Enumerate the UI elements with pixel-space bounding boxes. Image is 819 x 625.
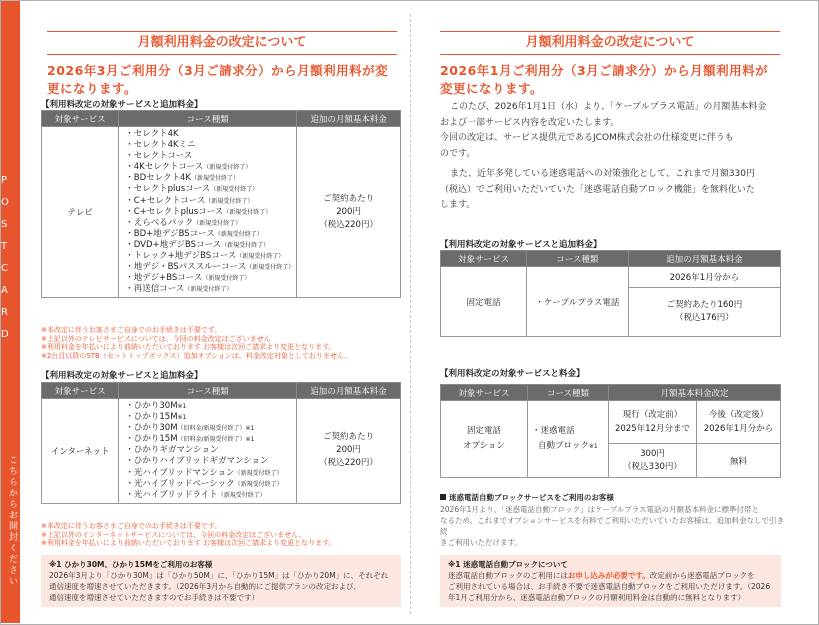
price-cell [628,288,780,337]
course-name: ・光ハイブリッドベーシック [125,478,235,489]
course-name: ・DVD+地デジBSコース [125,239,222,250]
price-line: （税込176円） [674,313,734,323]
postcard-letter: A [1,285,23,296]
course-item [125,445,296,456]
right-title: 月額利用料金の改定について [440,31,780,55]
course-item [125,456,296,467]
course-note: （新規受付終了） [223,208,272,216]
new-header-cell [697,401,781,444]
course-name: ・地デジ+BSコース [125,273,203,284]
info-line: 通信速度を増速させていただきます。（2026年3月から自動的にご提供プランの改定および、 [49,582,361,591]
info-line: 年1月ご利用分から、迷惑電話自動ブロックの月額利用料金は自動的に無料となります） [448,593,746,602]
table-header: 対象サービス [441,385,528,401]
price-cell [297,127,401,298]
course-name: ・ひかり15M [125,434,178,445]
table-header: コース種類 [526,251,628,267]
course-name: ・BDセレクト4K [125,173,191,184]
postcard-letter: P [1,175,23,186]
course-name: ・セレクトコース [125,151,193,162]
price-cell [297,399,401,504]
note-line: ※利用料金を年払いにより前納いただいております お客様は次回ご請求より変更となります。 [41,343,336,352]
price-line: ご契約あたり [323,193,375,204]
course-item [125,162,296,173]
tv-fee-table [41,110,401,298]
course-item [125,218,296,229]
course-item [125,262,296,273]
postcard-letter: T [1,241,23,252]
course-name: ・光ハイブリッドマンション [125,467,235,478]
course-note: （新規受付終了） [246,264,295,272]
course-name: ・えらべるパック [125,217,194,228]
current-header-cell [609,401,697,444]
table-header: 対象サービス [42,383,119,399]
course-note: （新規受付終了） [190,175,239,183]
course-note: （新規受付終了） [203,164,252,172]
course-line: ・迷惑電話 [532,426,575,436]
course-name: ・ひかりギガマンション [125,445,219,456]
course-item [125,273,296,284]
table-header: 追加の月額基本料金 [297,383,401,399]
info-box-title: ※1 迷惑電話自動ブロックについて [448,560,568,569]
course-item [125,151,296,162]
paragraph-line: また、近年多発している迷惑電話への対策強化として、これまで月額330円 [450,169,756,179]
course-name: ・BD+地デジBSコース [125,228,215,239]
current-line: 現行（改定前） [622,410,683,420]
note-line: ※上記以外のテレビサービスについては、今回の料金改定はございません [41,334,271,343]
course-name: ・トレック+地デジBSコース [125,251,237,262]
intro-paragraph [440,100,785,162]
course-cell: ・ケーブルプラス電話 [526,267,628,337]
table-header: コース種類 [528,385,609,401]
course-note: （新規受付終了） [236,253,285,261]
left-lead: 2026年3月ご利用分（3月ご請求分）から月額利用料が変更になります。 [47,63,389,96]
phone-fee-table [440,250,781,337]
block-paragraph [440,167,785,214]
course-name: ・ひかりハイブリッドギガマンション [125,456,269,467]
square-bullet-icon [440,494,446,500]
service-cell [441,401,528,478]
paragraph-line: および一部サービス内容を改定いたします。 [440,117,620,128]
course-item [125,184,296,195]
info-line [448,570,773,581]
tv-course-list [119,127,297,298]
postcard-letter: S [1,219,23,230]
service-cell: インターネット [42,399,119,504]
phone-section-heading: 【利用料改定の対象サービスと追加料金】 [440,240,602,250]
info-box-title: ※1 ひかり30M、ひかり15Mをご利用のお客様 [49,560,213,569]
table-header: 追加の月額基本料金 [297,111,401,127]
course-item [125,434,296,445]
table-header: 対象サービス [42,111,119,127]
postcard-label [1,170,24,346]
net-notes [41,522,401,548]
note-line: なるため、これまでオプションサービスを有料でご利用いただいていたお客様は、追加料金なしで引き続 [440,516,785,536]
course-item [125,207,296,218]
course-note: （新規受付終了） [217,491,266,499]
block-note-title [440,492,614,503]
date-cell: 2026年1月分から [628,267,780,288]
info-line: 通信速度を増速させていただきますのでお手続きは不要です） [49,593,259,602]
net-course-list [119,399,297,504]
course-name: ・セレクトplusコース [125,184,211,195]
course-note: （新規受付終了） [234,480,283,488]
note-line: ※本改定に伴うお客さまご自身でのお手続きは不要です。 [41,326,222,334]
current-price-cell [609,444,697,478]
option-fee-table [440,384,781,478]
price-line: （税込220円） [319,219,378,230]
info-line: 2026年3月より「ひかり30M」は「ひかり50M」に、「ひかり15M」は「ひかり20M」に、それぞれ [49,571,389,580]
spine-open-note: こちらからお開封ください [7,455,17,587]
postcard-letter: R [1,307,23,318]
table-header: 対象サービス [441,251,527,267]
course-note: （旧料金/新規受付終了）※1 [177,436,255,444]
course-name: ・光ハイブリッドライト [125,489,218,500]
info-text: 改定前から迷惑電話ブロックを [649,571,755,580]
new-price-cell: 無料 [697,444,781,478]
course-note: （新規受付終了） [193,219,242,227]
course-name: ・ひかり15M [125,412,178,423]
course-note: ※1 [177,414,187,422]
net-fee-table [41,382,401,504]
course-item [125,490,296,501]
course-name: ・ひかり30M [125,423,178,434]
info-line: ご利用されている場合は、お手続き不要で迷惑電話自動ブロックをご利用いただけます。（2026 [448,582,771,591]
course-name: ・セレクト4K [125,129,179,139]
course-item [125,251,296,262]
paragraph-line: （税込）でご利用いただいていた「迷惑電話自動ブロック機能」を無料化いた [440,184,755,195]
course-name: ・ひかり30M [125,401,178,411]
service-line: 固定電話 [466,426,501,436]
footnote-mark: ※1 [588,443,598,450]
course-item [125,196,296,207]
course-item [125,240,296,251]
note-line: 2026年1月より、「迷惑電話自動ブロック」はケーブルプラス電話の月額基本料金に標準付帯と [440,505,760,514]
price-line: 200円 [336,206,361,217]
course-name: ・4Kセレクトコース [125,162,204,173]
course-item [125,129,296,140]
course-note: （新規受付終了） [205,197,254,205]
course-item [125,401,296,412]
price-line: 200円 [336,445,361,456]
service-cell: 固定電話 [441,267,527,337]
net-section-heading: 【利用料改定の対象サービスと追加料金】 [41,371,203,381]
column-divider [410,14,411,614]
course-cell [528,401,609,478]
hikari-info-box [41,555,401,607]
price-line: （税込330円） [623,461,682,472]
postcard-letter: C [1,263,23,274]
course-name: ・セレクト4Kミニ [125,140,196,151]
course-name: ・C+セレクトコース [125,195,206,206]
course-name: ・地デジ・BSパススルーコース [125,262,247,273]
price-line: （税込220円） [319,458,378,469]
new-line: 今後（改定後） [708,410,769,420]
price-line: ご契約あたり [323,432,375,443]
table-header: 月額基本料金改定 [609,385,781,401]
course-note: （新規受付終了） [210,186,259,194]
table-header: コース種類 [119,111,297,127]
course-item [125,284,296,295]
postcard-letter: D [1,329,24,340]
block-note-body [440,504,785,548]
course-name: ・再送信コース [125,284,185,295]
course-item [125,479,296,490]
block-info-box [440,555,781,607]
course-item [125,173,296,184]
current-line: 2025年12月分まで [615,424,690,434]
course-name: ・C+セレクトplusコース [125,206,224,217]
note-line: ※利用料金を年払いにより前納いただいております お客様は次回ご請求より変更となります。 [41,539,336,548]
tv-section-heading: 【利用料改定の対象サービスと追加料金】 [41,100,203,110]
course-item [125,412,296,423]
note-line: ※本改定に伴うお客さまご自身でのお手続きは不要です。 [41,522,222,530]
right-lead: 2026年1月ご利用分（3月ご請求分）から月額利用料が変更になります。 [440,63,769,96]
course-item [125,229,296,240]
course-item [125,423,296,434]
postcard-letter: O [1,197,24,208]
note-line: きご利用いただけます。 [440,538,522,547]
course-item [125,468,296,479]
course-note: （新規受付終了） [184,286,233,294]
note-line: ※2台目以降のSTB（セットトップボックス）追加オプションは、料金改定対象としておりません。 [41,351,352,360]
course-item [125,140,296,151]
course-note: （新規受付終了） [234,469,283,477]
note-line: ※上記以外のインターネットサービスについては、今回の料金改定はございません。 [41,530,306,539]
course-note: （新規受付終了） [202,275,251,283]
course-note: ※1 [177,403,187,410]
paragraph-line: このたび、2026年1月1日（水）より、「ケーブルプラス電話」の月額基本料金 [450,102,767,112]
service-line: オプション [463,441,505,451]
course-note: （新規受付終了） [214,230,263,238]
block-note-title-text: 迷惑電話自動ブロックサービスをご利用のお客様 [449,493,614,502]
left-title: 月額利用料金の改定について [47,31,397,55]
new-line: 2026年1月分から [703,424,774,434]
service-cell: テレビ [42,127,119,298]
option-section-heading: 【利用料改定の対象サービスと料金】 [440,369,585,379]
price-line: 300円 [640,448,665,459]
course-text: 自動ブロック [538,441,589,451]
paragraph-line: 今回の改定は、サービス提供元であるJCOM株式会社の仕様変更に伴うも [440,133,734,143]
price-line: ご契約あたり160円 [666,300,743,310]
paragraph-line: します。 [440,200,476,210]
paragraph-line: のです。 [440,148,476,159]
course-note: （新規受付終了） [221,241,270,249]
info-highlight: お申し込みが必要です。 [567,571,650,580]
table-header: コース種類 [119,383,297,399]
course-note: （旧料金/新規受付終了）※1 [177,425,255,433]
tv-notes [41,326,401,360]
table-header: 追加の月額基本料金 [628,251,780,267]
info-text: 迷惑電話自動ブロックのご利用には [448,571,568,580]
course-line [532,439,608,454]
